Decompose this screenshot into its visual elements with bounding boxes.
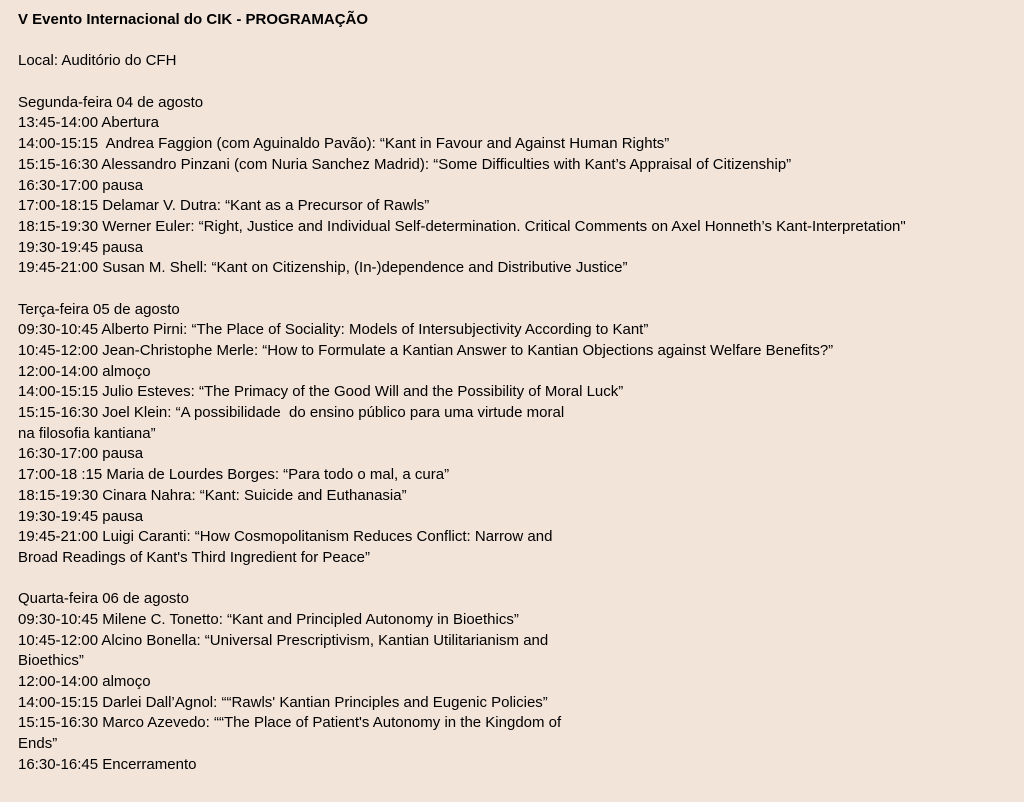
schedule-line: 17:00-18 :15 Maria de Lourdes Borges: “Para todo o mal, a cura” [18, 466, 450, 484]
schedule-line: 16:30-17:00 pausa [18, 176, 144, 194]
schedule-line: 15:15-16:30 Joel Klein: “A possibilidade do ensino público para uma virtude moral [18, 404, 565, 422]
schedule-line: 19:45-21:00 Luigi Caranti: “How Cosmopolitanism Reduces Conflict: Narrow and [18, 528, 553, 546]
schedule-line: 15:15-16:30 Alessandro Pinzani (com Nuria Sanchez Madrid): “Some Difficulties with Kant’s Appraisal of Citizenship” [18, 155, 792, 173]
day-section-monday [18, 93, 1024, 279]
day-section-wednesday [18, 589, 1024, 775]
schedule-line: Bioethics” [18, 652, 84, 670]
day-section-tuesday [18, 300, 1024, 569]
location-line: Local: Auditório do CFH [18, 52, 177, 70]
spacer [18, 279, 1024, 300]
schedule-line: 18:15-19:30 Cinara Nahra: “Kant: Suicide and Euthanasia” [18, 486, 407, 504]
schedule-line: 14:00-15:15 Julio Esteves: “The Primacy of the Good Will and the Possibility of Moral Luck” [18, 383, 624, 401]
schedule-line: 09:30-10:45 Milene C. Tonetto: “Kant and Principled Autonomy in Bioethics” [18, 610, 519, 628]
schedule-line: 14:00-15:15 Andrea Faggion (com Aguinaldo Pavão): “Kant in Favour and Against Human Rights” [18, 135, 670, 153]
schedule-line: 19:45-21:00 Susan M. Shell: “Kant on Citizenship, (In-)dependence and Distributive Justice” [18, 259, 628, 277]
schedule-line: 19:30-19:45 pausa [18, 238, 144, 256]
schedule-line: 10:45-12:00 Alcino Bonella: “Universal Prescriptivism, Kantian Utilitarianism and [18, 631, 549, 649]
spacer [18, 31, 1024, 52]
schedule-line: 16:30-16:45 Encerramento [18, 755, 197, 773]
schedule-line: Ends” [18, 735, 58, 753]
schedule-line: 18:15-19:30 Werner Euler: “Right, Justice and Individual Self-determination. Critical Comments on Axel Honneth’s Kant-Interpretation" [18, 217, 906, 235]
schedule-line: 09:30-10:45 Alberto Pirni: “The Place of Sociality: Models of Intersubjectivity According to Kant” [18, 321, 649, 339]
schedule-line: 14:00-15:15 Darlei Dall’Agnol: ““Rawls' Kantian Principles and Eugenic Policies” [18, 693, 548, 711]
day-heading: Segunda-feira 04 de agosto [18, 93, 204, 111]
day-heading: Quarta-feira 06 de agosto [18, 590, 189, 608]
spacer [18, 72, 1024, 93]
schedule-line: 13:45-14:00 Abertura [18, 114, 159, 132]
schedule-line: 10:45-12:00 Jean-Christophe Merle: “How to Formulate a Kantian Answer to Kantian Objections against Welfare Benefits?” [18, 342, 834, 359]
schedule-line: Broad Readings of Kant's Third Ingredient for Peace” [18, 548, 370, 566]
schedule-line: na filosofia kantiana” [18, 424, 156, 442]
day-heading: Terça-feira 05 de agosto [18, 300, 180, 318]
document-title: V Evento Internacional do CIK - PROGRAMAÇÃO [18, 11, 369, 28]
schedule-line: 16:30-17:00 pausa [18, 445, 144, 463]
schedule-line: 17:00-18:15 Delamar V. Dutra: “Kant as a Precursor of Rawls” [18, 197, 430, 215]
schedule-line: 12:00-14:00 almoço [18, 673, 151, 690]
schedule-line: 19:30-19:45 pausa [18, 507, 144, 525]
schedule-line: 15:15-16:30 Marco Azevedo: ““The Place of Patient's Autonomy in the Kingdom of [18, 714, 562, 732]
spacer [18, 569, 1024, 590]
schedule-line: 12:00-14:00 almoço [18, 362, 151, 380]
